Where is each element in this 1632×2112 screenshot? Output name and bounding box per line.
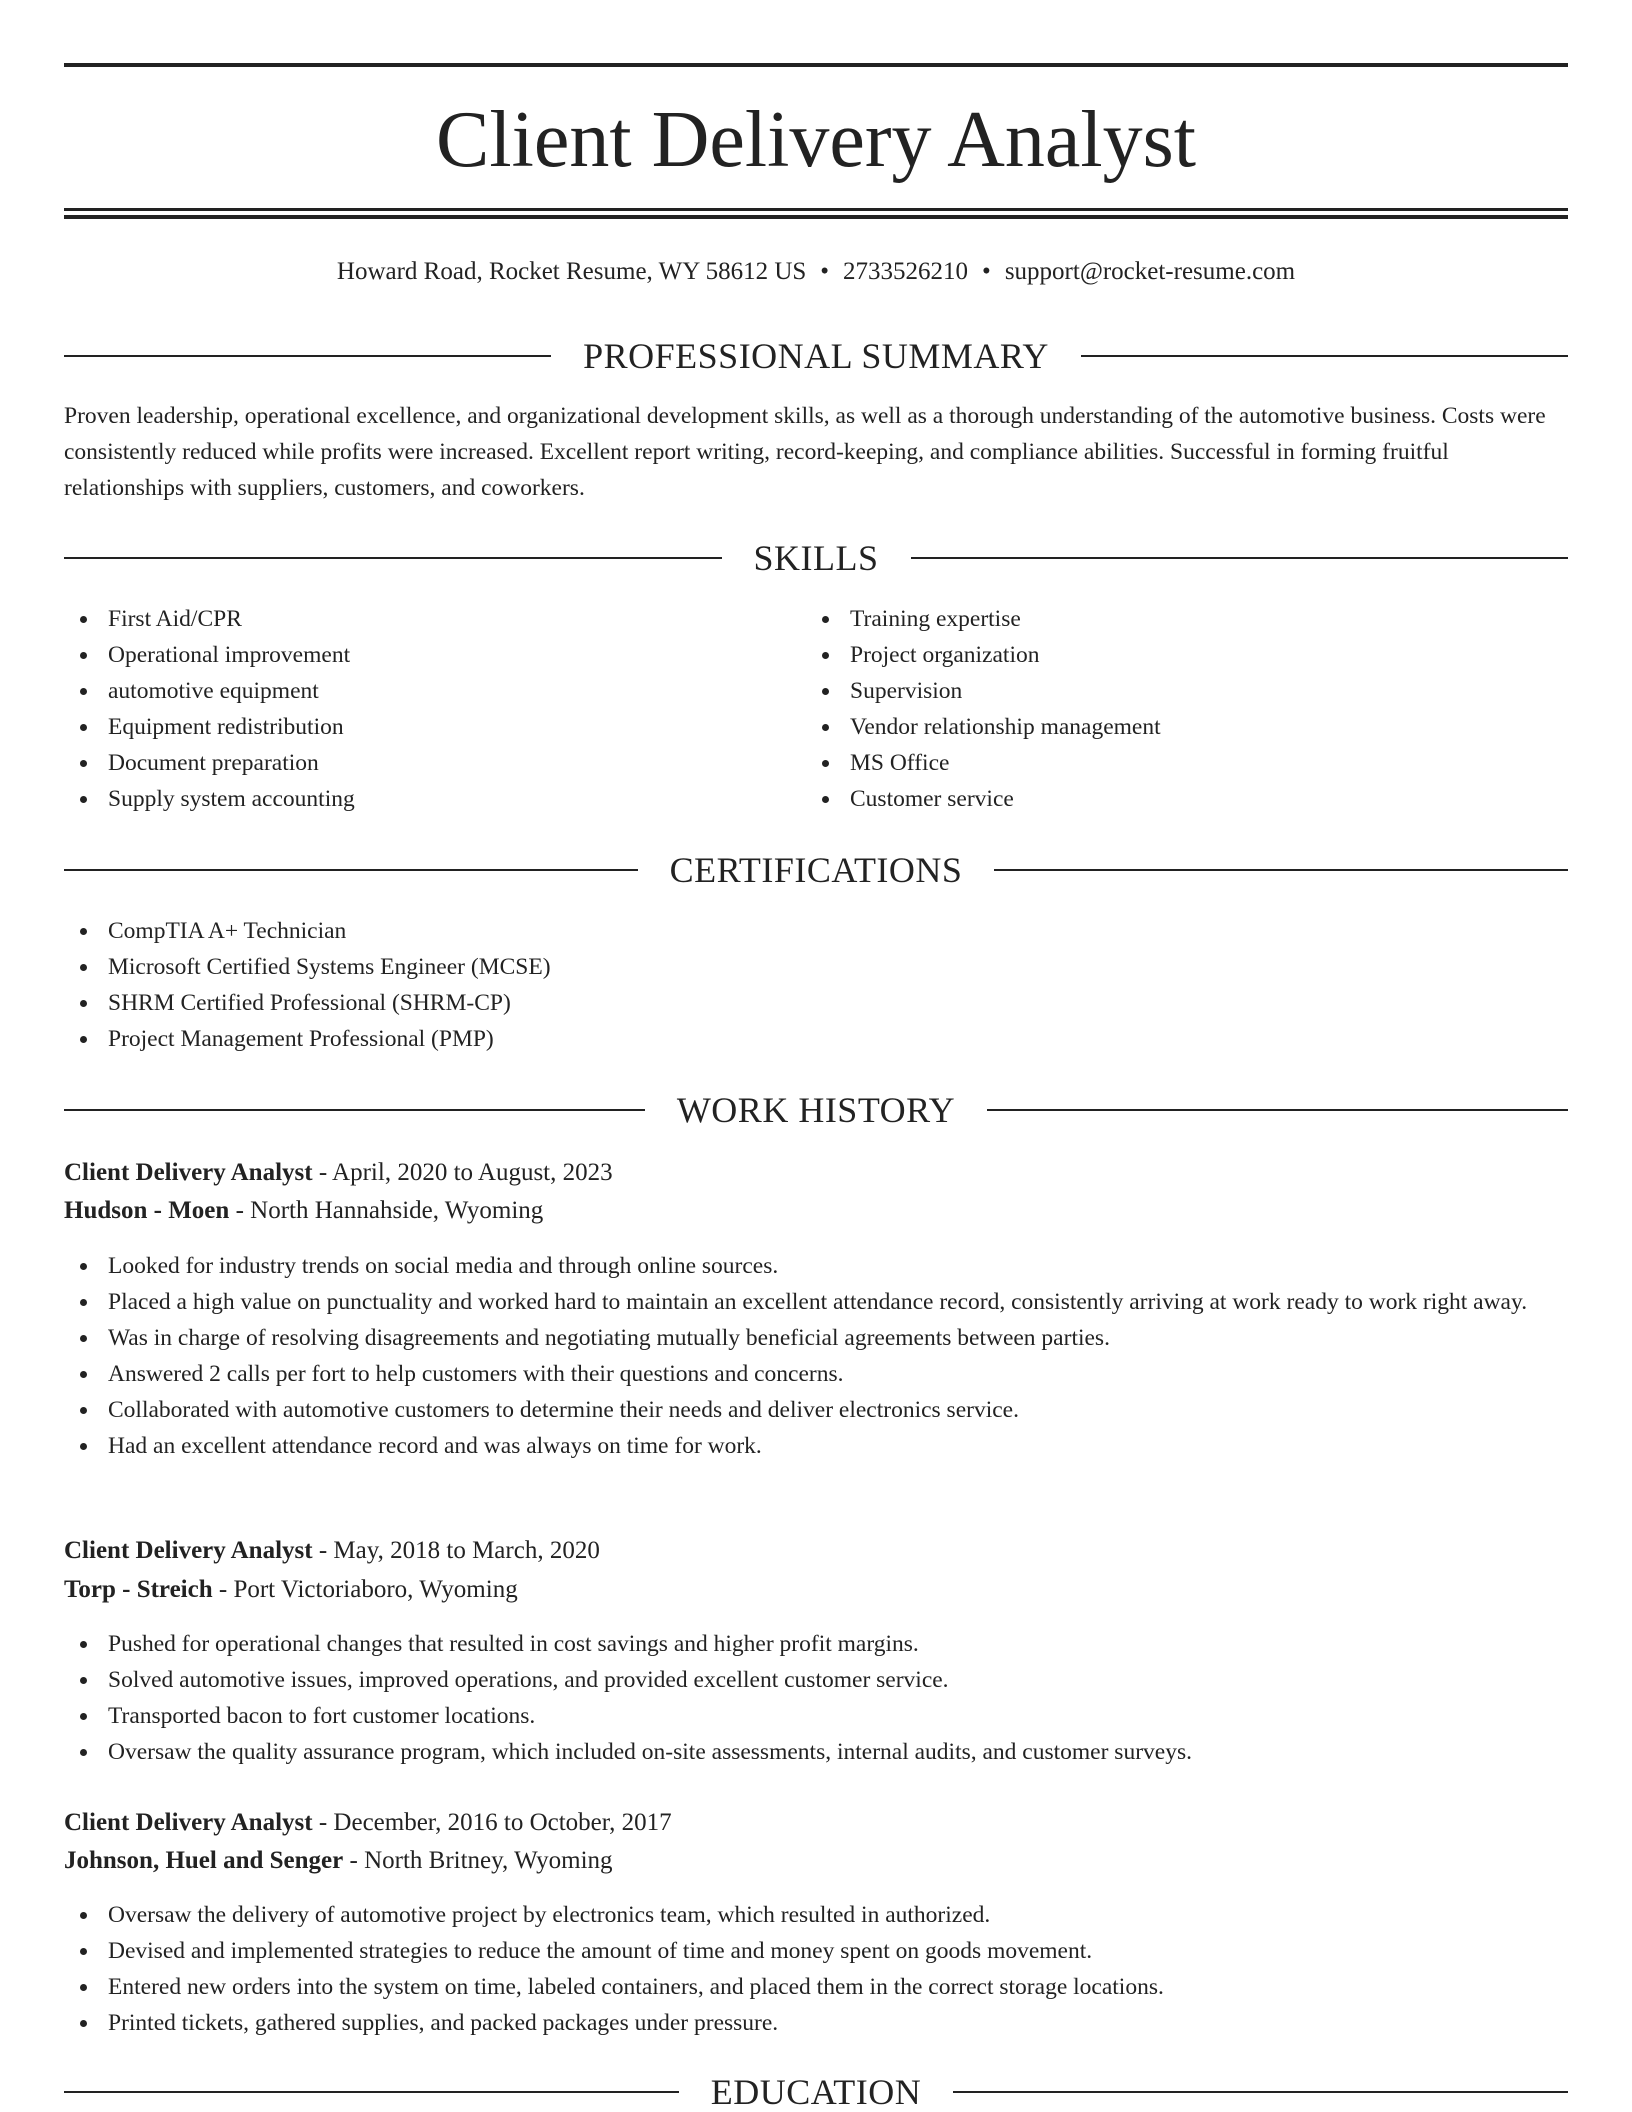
job-location: North Hannahside, Wyoming <box>250 1197 544 1224</box>
heading-rule <box>911 557 1569 559</box>
skill-item: Customer service <box>806 781 1566 817</box>
skill-item: Supervision <box>806 673 1566 709</box>
certification-item: Project Management Professional (PMP) <box>64 1021 1568 1057</box>
dash: - <box>312 1809 334 1836</box>
job-company-line <box>64 1842 1568 1880</box>
skill-item: MS Office <box>806 745 1566 781</box>
contact-separator: • <box>820 258 830 285</box>
top-rule <box>64 63 1568 67</box>
job-bullets <box>64 1897 1568 2041</box>
job-bullets <box>64 1248 1568 1464</box>
job-bullet: Oversaw the delivery of automotive project by electronics team, which resulted in authorized. <box>64 1897 1568 1933</box>
section-title: EDUCATION <box>710 2072 922 2112</box>
job-title-line <box>64 1804 1568 1842</box>
section-heading-education <box>64 2072 1568 2112</box>
skill-item: Operational improvement <box>64 637 804 673</box>
skill-item: Equipment redistribution <box>64 709 804 745</box>
job-bullet: Solved automotive issues, improved operations, and provided excellent customer service. <box>64 1662 1568 1698</box>
job-bullet: Had an excellent attendance record and was always on time for work. <box>64 1428 1568 1464</box>
contact-line <box>64 254 1568 290</box>
skills-list-left <box>64 601 804 817</box>
job-dates: December, 2016 to October, 2017 <box>333 1809 672 1836</box>
job-bullet: Printed tickets, gathered supplies, and packed packages under pressure. <box>64 2005 1568 2041</box>
summary-text: Proven leadership, operational excellence, and organizational development skills, as well as a thorough understanding of the automotive business. Costs were consistently reduced while profits were increased. Excellent report writing, record-keeping, and compliance abilities. Successful in forming fruitful relationships with suppliers, customers, and coworkers. <box>64 403 1546 501</box>
job-bullet: Placed a high value on punctuality and worked hard to maintain an excellent attendance record, consistently arriving at work ready to work right away. <box>64 1284 1568 1320</box>
job-title: Client Delivery Analyst <box>64 1159 313 1186</box>
job-location: North Britney, Wyoming <box>364 1847 613 1874</box>
section-title: PROFESSIONAL SUMMARY <box>583 336 1049 376</box>
skill-item: Project organization <box>806 637 1566 673</box>
dash: - <box>312 1159 333 1186</box>
job-bullet: Entered new orders into the system on time, labeled containers, and placed them in the correct storage locations. <box>64 1969 1568 2005</box>
dash: - <box>212 1576 234 1603</box>
job-bullet: Devised and implemented strategies to reduce the amount of time and money spent on goods movement. <box>64 1933 1568 1969</box>
dash: - <box>312 1537 334 1564</box>
section-heading-skills <box>64 538 1568 578</box>
heading-rule <box>64 1109 645 1111</box>
contact-separator: • <box>982 258 991 285</box>
section-heading-work-history <box>64 1090 1568 1130</box>
skill-item: automotive equipment <box>64 673 804 709</box>
section-title: WORK HISTORY <box>676 1090 956 1130</box>
job-bullet: Collaborated with automotive customers to determine their needs and deliver electronics service. <box>64 1392 1568 1428</box>
job-company: Johnson, Huel and Senger <box>64 1847 344 1874</box>
job-bullet: Oversaw the quality assurance program, which included on-site assessments, internal audits, and customer surveys. <box>64 1734 1568 1770</box>
job-bullet: Looked for industry trends on social media and through online sources. <box>64 1248 1568 1284</box>
skill-item: Training expertise <box>806 601 1566 637</box>
section-heading-summary <box>64 336 1568 376</box>
contact-address: Howard Road, Rocket Resume, WY 58612 US <box>336 258 807 285</box>
dash: - <box>343 1847 365 1874</box>
title-double-rule <box>64 208 1568 219</box>
job-bullet: Was in charge of resolving disagreements and negotiating mutually beneficial agreements between parties. <box>64 1320 1568 1356</box>
job-company: Torp - Streich <box>64 1576 213 1603</box>
heading-rule <box>953 2091 1568 2093</box>
heading-rule <box>64 869 638 871</box>
certification-item: SHRM Certified Professional (SHRM-CP) <box>64 985 1568 1021</box>
skill-item: First Aid/CPR <box>64 601 804 637</box>
skill-item: Supply system accounting <box>64 781 804 817</box>
job-title-line <box>64 1532 1568 1570</box>
job-company-line <box>64 1571 1568 1609</box>
heading-rule <box>994 869 1568 871</box>
section-title: SKILLS <box>753 538 879 578</box>
certification-item: CompTIA A+ Technician <box>64 913 1568 949</box>
heading-rule <box>64 557 722 559</box>
job-location: Port Victoriaboro, Wyoming <box>233 1576 518 1603</box>
skill-item: Document preparation <box>64 745 804 781</box>
contact-email: support@rocket-resume.com <box>1004 258 1296 285</box>
job-title: Client Delivery Analyst <box>64 1537 313 1564</box>
section-heading-certifications <box>64 850 1568 890</box>
heading-rule <box>64 355 551 357</box>
job-dates: April, 2020 to August, 2023 <box>332 1159 613 1186</box>
job-company-line <box>64 1192 1568 1230</box>
job-bullet: Transported bacon to fort customer locations. <box>64 1698 1568 1734</box>
job-bullet: Answered 2 calls per fort to help customers with their questions and concerns. <box>64 1356 1568 1392</box>
certifications-list <box>64 913 1568 1057</box>
job-dates: May, 2018 to March, 2020 <box>333 1537 600 1564</box>
dash: - <box>229 1197 251 1224</box>
heading-rule <box>987 1109 1568 1111</box>
skill-item: Vendor relationship management <box>806 709 1566 745</box>
contact-phone: 2733526210 <box>843 258 969 285</box>
heading-rule <box>64 2091 679 2093</box>
job-bullet: Pushed for operational changes that resulted in cost savings and higher profit margins. <box>64 1626 1568 1662</box>
job-bullets <box>64 1626 1568 1770</box>
job-title: Client Delivery Analyst <box>64 1809 313 1836</box>
resume-title: Client Delivery Analyst <box>436 96 1196 184</box>
certification-item: Microsoft Certified Systems Engineer (MCSE) <box>64 949 1568 985</box>
section-title: CERTIFICATIONS <box>669 850 963 890</box>
job-company: Hudson - Moen <box>64 1197 230 1224</box>
heading-rule <box>1081 355 1568 357</box>
job-title-line <box>64 1154 1568 1192</box>
skills-list-right <box>806 601 1566 817</box>
